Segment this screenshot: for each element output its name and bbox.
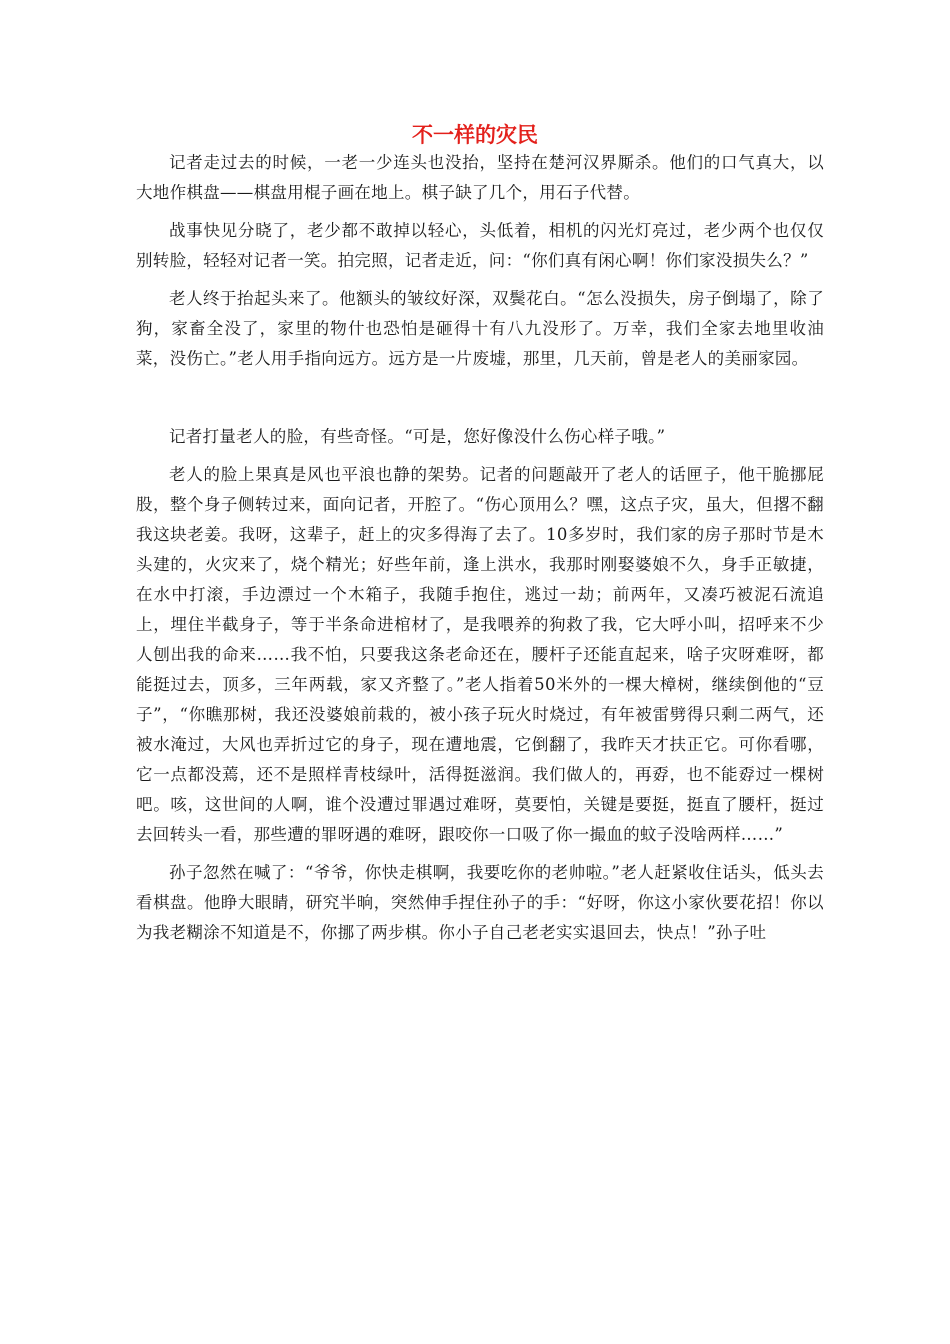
paragraph-spacer bbox=[136, 452, 824, 460]
paragraph-spacer bbox=[136, 850, 824, 858]
document-body bbox=[136, 148, 824, 948]
paragraph-5: 老人的脸上果真是风也平浪也静的架势。记者的问题敲开了老人的话匣子，他干脆挪屁股，整个身子侧转过来，面向记者，开腔了。“伤心顶用么？嘿，这点子灾，虽大，但撂不翻我这块老姜。我呀，这辈子，赶上的灾多得海了去了。10多岁时，我们家的房子那时节是木头建的，火灾来了，烧个精光；好些年前，逢上洪水，我那时刚娶婆娘不久，身手正敏捷，在水中打滚，手边漂过一个木箱子，我随手抱住，逃过一劫；前两年，又凑巧被泥石流追上，埋住半截身子，等于半条命进棺材了，是我喂养的狗救了我，它大呼小叫，招呼来不少人刨出我的命来……我不怕，只要我这条老命还在，腰杆子还能直起来，啥子灾呀难呀，都能挺过去，顶多，三年两载，家又齐整了。”老人指着50米外的一棵大樟树，继续倒他的“豆子”，“你瞧那树，我还没婆娘前栽的，被小孩子玩火时烧过，有年被雷劈得只剩二两气，还被水淹过，大风也弄折过它的身子，现在遭地震，它倒翻了，我昨天才扶正它。可你看哪，它一点都没蔫，还不是照样青枝绿叶，活得挺滋润。我们做人的，再孬，也不能孬过一棵树吧。咳，这世间的人啊，谁个没遭过罪遇过难呀，莫要怕，关键是要挺，挺直了腰杆，挺过去回转头一看，那些遭的罪呀遇的难呀，跟咬你一口吸了你一撮血的蚊子没啥两样……” bbox=[136, 465, 824, 844]
paragraph-4: 记者打量老人的脸，有些奇怪。“可是，您好像没什么伤心样子哦。” bbox=[169, 427, 666, 446]
paragraph-1: 记者走过去的时候，一老一少连头也没抬，坚持在楚河汉界厮杀。他们的口气真大，以大地作棋盘——棋盘用棍子画在地上。棋子缺了几个，用石子代替。 bbox=[136, 153, 824, 202]
document-title: 不一样的灾民 bbox=[412, 123, 538, 147]
paragraph-3: 老人终于抬起头来了。他额头的皱纹好深，双鬓花白。“怎么没损失，房子倒塌了，除了狗，家畜全没了，家里的物什也恐怕是砸得十有八九没形了。万幸，我们全家去地里收油菜，没伤亡。”老人用手指向远方。远方是一片废墟，那里，几天前，曾是老人的美丽家园。 bbox=[136, 289, 824, 368]
paragraph-6: 孙子忽然在喊了：“爷爷，你快走棋啊，我要吃你的老帅啦。”老人赶紧收住话头，低头去看棋盘。他睁大眼睛，研究半晌，突然伸手捏住孙子的手：“好呀，你这小家伙要花招！你以为我老糊涂不知道是不，你挪了两步棋。你小子自己老老实实退回去，快点！”孙子吐 bbox=[136, 863, 824, 942]
blank-line bbox=[136, 374, 824, 422]
paragraph-2: 战事快见分晓了，老少都不敢掉以轻心，头低着，相机的闪光灯亮过，老少两个也仅仅别转脸，轻轻对记者一笑。拍完照，记者走近，问：“你们真有闲心啊！你们家没损失么？” bbox=[136, 221, 824, 270]
paragraph-spacer bbox=[136, 276, 824, 284]
paragraph-spacer bbox=[136, 208, 824, 216]
